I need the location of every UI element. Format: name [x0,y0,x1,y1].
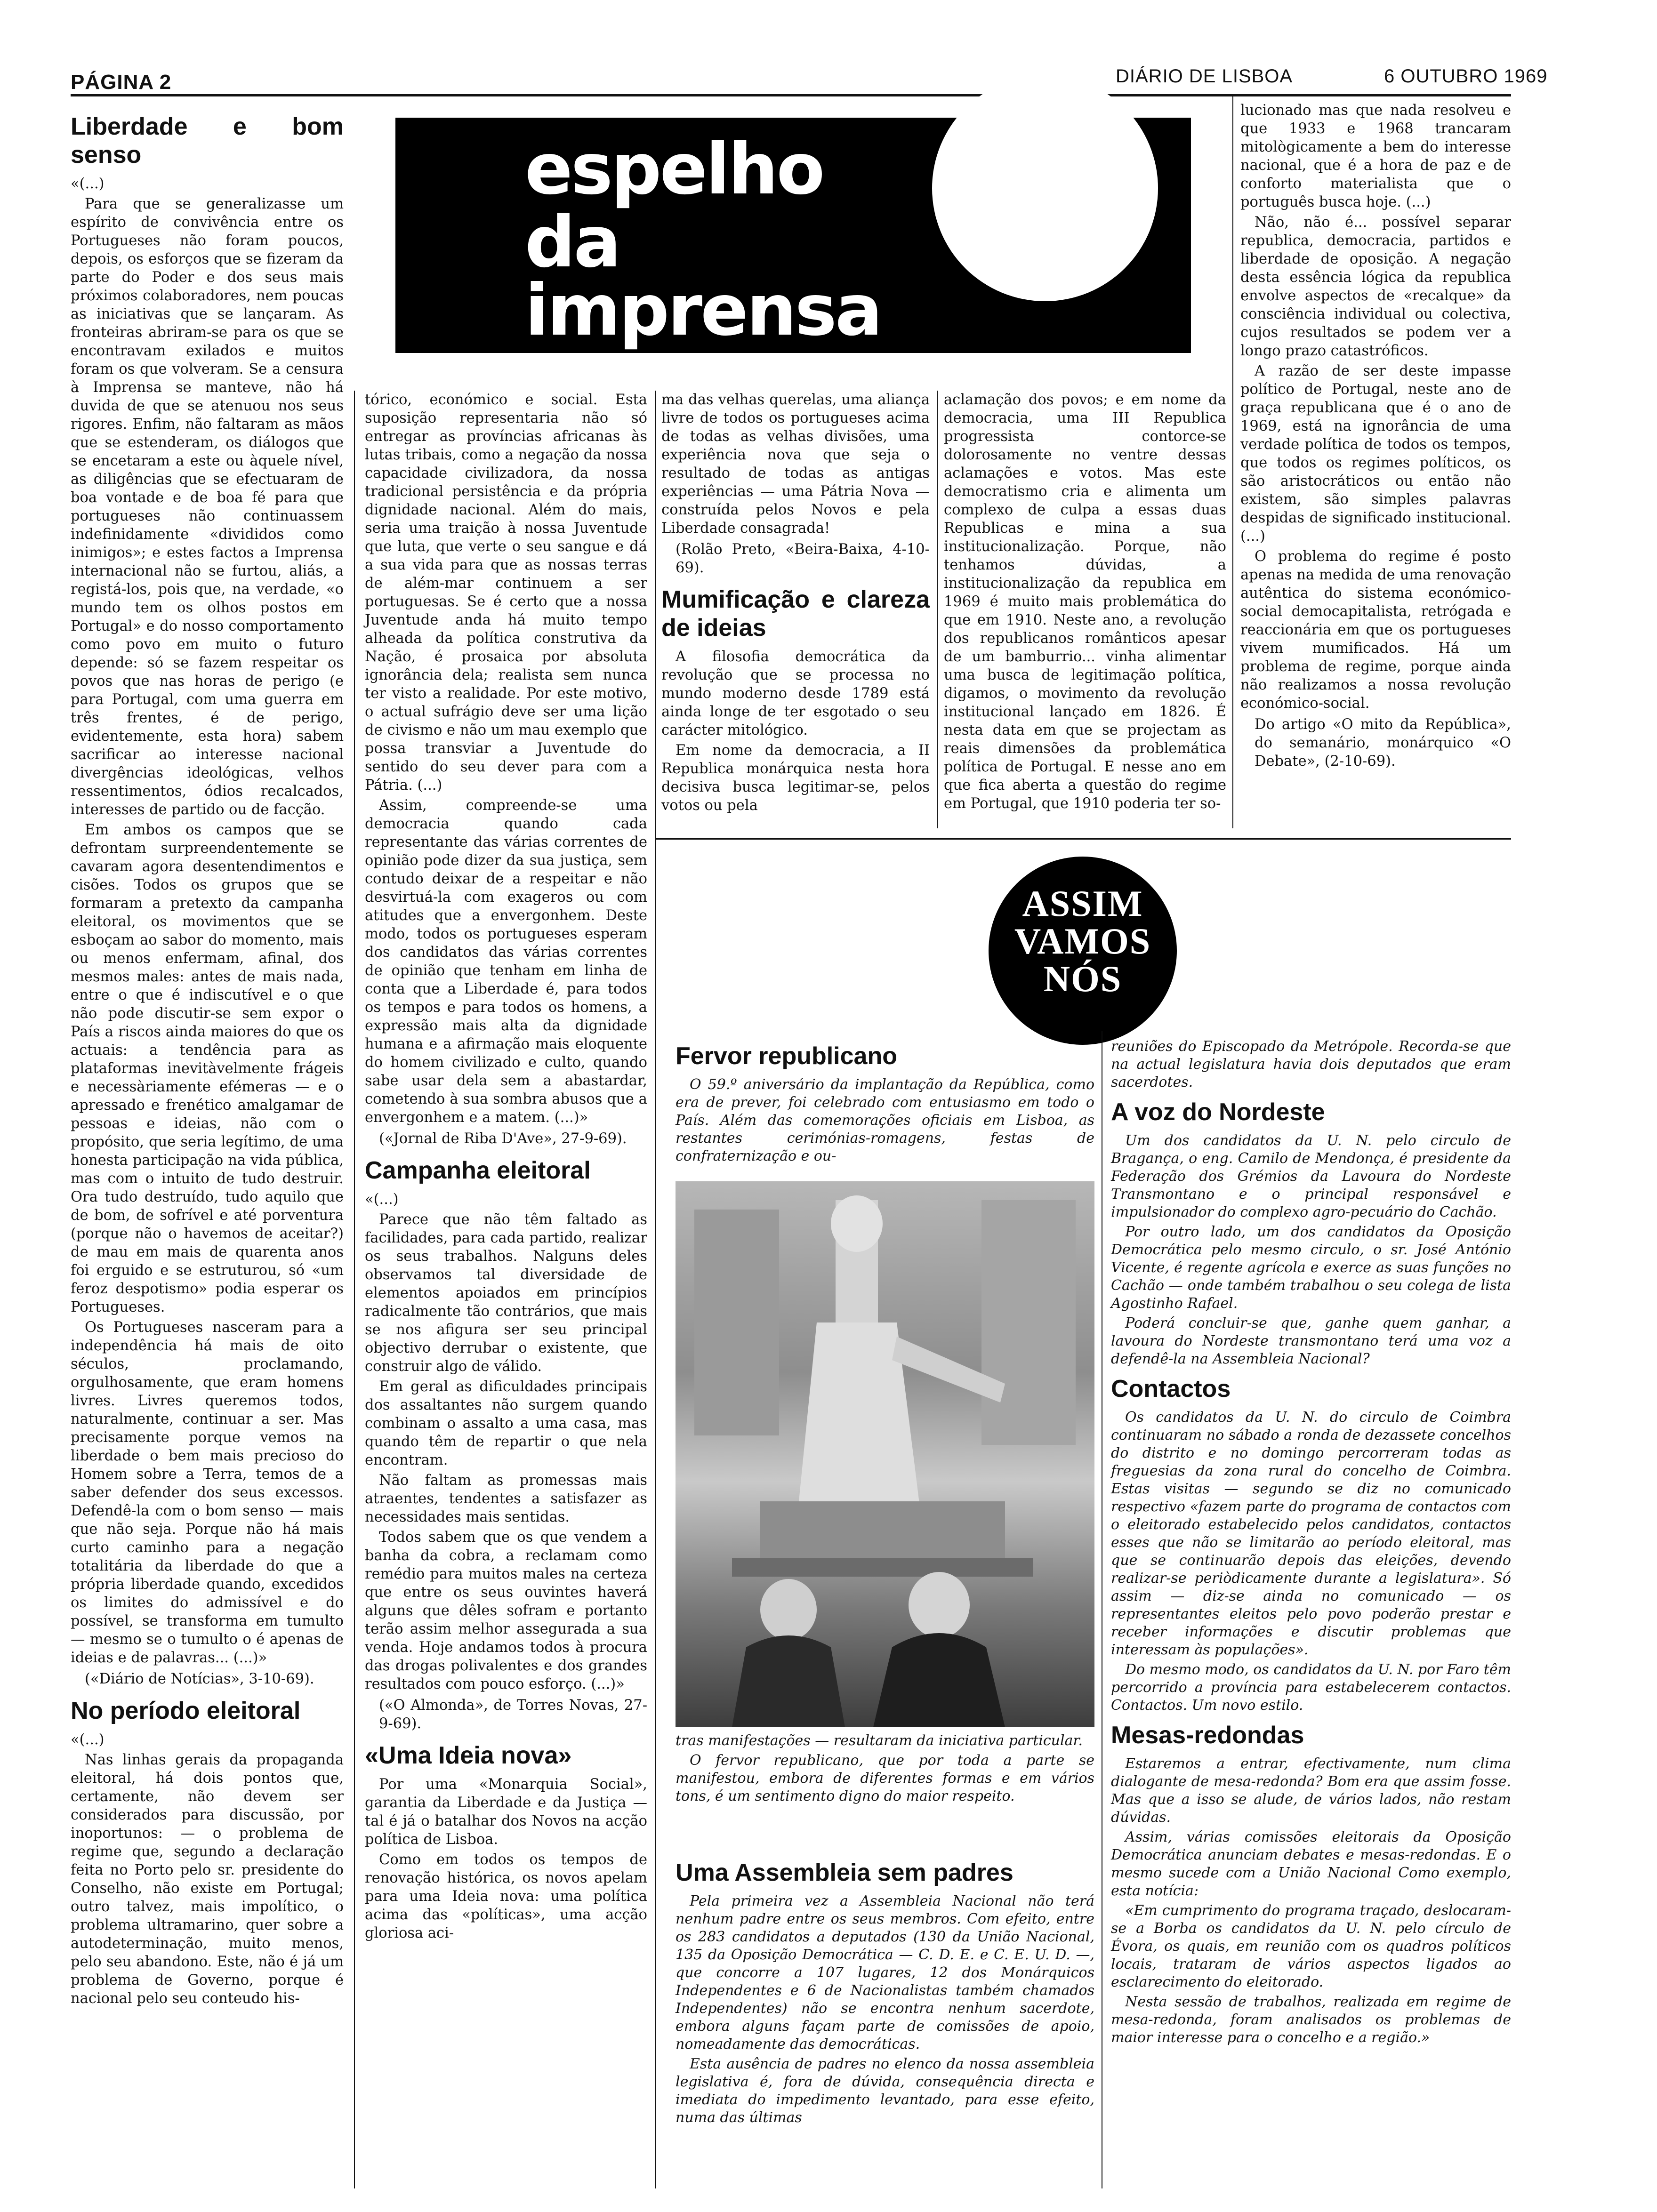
section-rule [655,838,1511,840]
open-quote: «(...) [71,176,105,192]
masthead-line3: imprensa [525,270,881,352]
article-paragraph: Todos sabem que os que vendem a banha da cobra, a reclamam como remédio para muitos males na certeza que entre os seus ouvintes haverá alguns que dêles sofram e portanto terão assim melhor assegurada a sua venda. Hoje andamos todos à procura das drogas polivalentes e dos grandes resultados com pouco esforço. (...)» [365,1529,647,1692]
source-credit: («Jornal de Riba D'Ave», 27-9-69). [379,1130,627,1147]
article-paragraph: Esta ausência de padres no elenco da nossa assembleia legislativa é, fora de dúvida, consequência directa e imediata do impedimento levantado, para esse efeito, numa das últimas [676,2056,1094,2126]
article-paragraph: Por uma «Monarquia Social», garantia da Liberdade e da Justiça — tal é já o batalhar dos Novos na acção política de Lisboa. [365,1776,647,1848]
badge-line3: NÓS [1043,958,1122,999]
article-paragraph: ma das velhas querelas, uma aliança livre de todos os portugueses acima de todas as velhas divisões, uma experiência nova que seja o resultado de todas as antigas experiências — uma Pátria Nova — construída pelos Novos e pela Liberdade consagrada! [661,392,930,537]
headline-campanha-eleitoral: Campanha eleitoral [365,1157,591,1184]
column-divider [655,391,656,2188]
article-paragraph: Pela primeira vez a Assembleia Nacional não terá nenhum padre entre os seus membros. Com efeito, entre os 283 candidatos a deputados (130 da União Nacional, 135 da Oposição Democrática — C. D. E. e C. E. U. D. —, que concorre a 107 lugares, 12 dos Monárquicos Independentes e 6 de Nacionalistas também chamados Independentes) não se encontra nenhum sacerdote, embora alguns façam parte de comissões de apoio, nomeadamente das democráticas. [676,1893,1094,2052]
article-paragraph: Para que se generalizasse um espírito de convivência entre os Portugueses não foram poucos, depois, os esforços que se fizeram da parte do Poder e dos seus mais próximos colaboradores, nem poucas as iniciativas que se lançaram. As fronteiras abriram-se para os que se encontravam exilados e muitos foram os que volveram. Se a censura à Imprensa se manteve, não há duvida de que se atenuou nos seus rigores. Enfim, não faltaram as mãos que se estenderam, os diálogos que se encetaram a este ou àquele nível, as diligências que se efectuaram de boa vontade e de boa fé para que portugueses não continuassem indefinidamente «divididos como inimigos»; e estes factos a Imprensa internacional não se furtou, aliás, a registá-los, pois que, na verdade, «o mundo tem os olhos postos em Portugal» e do nosso comportamento como povo em muito o futuro depende: só se fazem respeitar os povos que nas horas de perigo (e para Portugal, com uma guerra em três frentes, é de perigo, evidentemente, esta hora) sabem sacrificar ao interesse nacional divergências ideológicas, velhos ressentimentos, ódios recalcados, interesses de partido ou de facção. [71,196,344,818]
article-paragraph: Por outro lado, um dos candidatos da Oposição Democrática pelo mesmo circulo, o sr. José António Vicente, é regente agrícola e exerce as suas funções no Cachão — onde também trabalhou o seu colega de lista Agostinho Rafael. [1111,1224,1511,1312]
column-1 [71,106,344,2010]
column-divider [1232,94,1233,828]
source-credit: («Diário de Notícias», 3-10-69). [85,1671,314,1687]
headline-voz-nordeste: A voz do Nordeste [1111,1098,1325,1126]
headline-mumificacao: Mumificação e clareza de ideias [661,586,930,641]
headline-liberdade: Liberdade e bom senso [71,113,344,168]
article-paragraph: Como em todos os tempos de renovação histórica, os novos apelam para uma Ideia nova: uma política acima das «políticas», uma acção gloriosa aci- [365,1851,647,1941]
column-2 [365,391,647,1944]
right-column [1111,1038,1511,2049]
headline-mesas-redondas: Mesas-redondas [1111,1722,1304,1749]
caption-paragraph: O fervor republicano, que por toda a parte se manifestou, embora de diferentes formas e em vários tons, é um sentimento digno do maior respeito. [676,1752,1094,1804]
article-paragraph: O 59.º aniversário da implantação da República, como era de prever, foi celebrado com entusiasmo em todo o País. Além das comemorações oficiais em Lisboa, as restantes cerimónias-romagens, festas de confraternização e ou- [676,1076,1094,1164]
headline-periodo-eleitoral: No período eleitoral [71,1697,301,1724]
badge-line1: ASSIM [1022,883,1143,924]
assim-vamos-nos-badge [989,857,1177,1045]
article-paragraph: Estaremos a entrar, efectivamente, num clima dialogante de mesa-redonda? Bom era que assim fosse. Mas que a isso se alude, de vários lados, não restam dúvidas. [1111,1755,1511,1826]
source-credit: Do artigo «O mito da República», do semanário, monárquico «O Debate», (2-10-69). [1255,716,1511,769]
column-4 [944,391,1226,815]
issue-date: 6 OUTUBRO 1969 [1384,66,1548,87]
article-paragraph: «Em cumprimento do programa traçado, deslocaram-se a Borba os candidatos da U. N. pelo círculo de Évora, os quais, em reunião com os quadros políticos locais, trataram de vários aspectos ligados ao esclarecimento do eleitorado. [1111,1902,1511,1990]
article-paragraph: Os Portugueses nasceram para a independência há mais de oito séculos, proclamando, orgulhosamente, que eram homens livres. Livres queremos todos, naturalmente, continuar a ser. Mas precisamente porque vemos na liberdade o bem mais precioso do Homem sobre a Terra, temos de a saber defender dos seus excessos. Defendê-la com o bom senso — mais que não seja. Porque não há mais curto caminho para a negação totalitária da liberdade do que a própria liberdade quando, excedidos os limites do admissível e do possível, se transforma em tumulto — mesmo se o tumulto o é apenas de ideias e de palavras... (...)» [71,1319,344,1666]
article-paragraph: Os candidatos da U. N. do circulo de Coimbra continuaram no sábado a ronda de dezassete concelhos do distrito e no domingo percorreram todas as freguesias da zona rural do concelho de Coimbra. Estas visitas — segundo se diz no comunicado respectivo «fazem parte do programa de contactos com o eleitorado estabelecido pelos candidatos, contactos esses que não se limitarão ao período eleitoral, mas que se continuarão depois das eleições, devendo realizar-se periòdicamente durante a legislatura». Só assim — diz-se ainda no comunicado — os representantes eleitos pelo povo poderão prestar e receber informações e discutir problemas que interessam às populações». [1111,1409,1511,1658]
article-paragraph: tórico, económico e social. Esta suposição representaria não só entregar as províncias africanas às lutas tribais, como a negação da nossa capacidade civilizadora, da nossa tradicional persistência e da própria dignidade nacional. Além do mais, seria uma traição à nossa Juventude que luta, que verte o seu sangue e dá a sua vida para que as nossas terras de além-mar continuem a ser portuguesas. Se é certo que a nossa Juventude anda há muito tempo alheada da política construtiva da Nação, é prosaica por absoluta ignorância dela; realista sem nunca ter visto a realidade. Por este motivo, o actual sufrágio deve ser uma lição de civismo e não um mau exemplo que possa transviar a Juventude do sentido do seu dever para com a Pátria. (...) [365,392,647,793]
column-divider [937,391,938,828]
article-paragraph: A filosofia democrática da revolução que se processa no mundo moderno desde 1789 está ainda longe de ter esgotado o seu carácter mitológico. [661,649,930,738]
column-divider [354,391,355,2188]
statue-photo [676,1181,1094,1727]
newspaper-name: DIÁRIO DE LISBOA [1116,66,1293,87]
headline-contactos: Contactos [1111,1375,1231,1403]
badge-line2: VAMOS [1014,921,1151,962]
caption-paragraph: tras manifestações — resultaram da iniciativa particular. [676,1732,1083,1749]
article-paragraph: Em ambos os campos que se defrontam surpreendentemente se cavaram agora desentendimentos e cisões. Todos os grupos que se formaram a pretexto da campanha eleitoral, os movimentos que se esboçam ao sabor do momento, mais ou menos enfermam, afinal, dos mesmos males: antes de mais nada, entre o que é indiscutível e o que não pode discutir-se sem expor o País a riscos ainda maiores do que os actuais: a tendência para as plataformas inevitàvelmente frágeis e necessàriamente efémeras — e o apressado e frenético amalgamar de pessoas e ideias, não com o propósito, que seria legítimo, de uma honesta participação na vida pública, mas com o intuito de tudo destruir. Ora tudo destruído, tudo aquilo que de bom, de sofrível e até porventura (porque não o havemos de aceitar?) de mau em mais de quarenta anos foi erguido e se estruturou, só «um feroz despotismo» podia esperar os Portugueses. [71,822,344,1315]
fervor-caption [676,1732,1094,1807]
source-credit: (Rolão Preto, «Beira-Baixa, 4-10-69). [676,541,930,576]
article-paragraph: Em nome da democracia, a II Republica monárquica nesta hora decisiva busca legitimar-se, pelos votos ou pela [661,742,930,814]
open-quote: «(...) [71,1731,105,1748]
header-rule [71,94,1511,96]
page-number: PÁGINA 2 [71,71,172,94]
article-paragraph: Assim, várias comissões eleitorais da Oposição Democrática anunciam debates e mesas-redondas. E o mesmo sucede com a União Nacional Como exemplo, esta notícia: [1111,1829,1511,1899]
source-credit: («O Almonda», de Torres Novas, 27-9-69). [379,1697,647,1732]
espelho-masthead [395,118,1191,353]
column-3 [661,391,930,817]
article-paragraph: reuniões do Episcopado da Metrópole. Recorda-se que na actual legislatura havia dois deputados que eram sacerdotes. [1111,1038,1511,1090]
column-5 [1240,101,1511,779]
masthead-line2: da [525,201,619,283]
open-quote: «(...) [365,1191,399,1208]
statue-illustration [676,1181,1094,1727]
article-paragraph: Parece que não têm faltado as facilidades, para cada partido, realizar os seus trabalhos. Nalguns deles observamos tal diversidade de elementos apoiados em princípios radicalmente tão contrários, que mais se nos afigura ser seu principal objectivo derrubar o existente, que construir algo de válido. [365,1211,647,1375]
article-paragraph: A razão de ser deste impasse político de Portugal, neste ano de graça republicana que é o ano de 1969, está na ignorância de uma verdade política de todos os tempos, que todos os regimes políticos, os são aristocráticos ou então não existem, são simples palavras despidas de significado institucional. (...) [1240,363,1511,545]
article-paragraph: Nas linhas gerais da propaganda eleitoral, há dois pontos que, certamente, não devem ser considerados para discussão, por inoportunos: — o problema de regime que, segundo a declaração feita no Porto pelo sr. presidente do Conselho, não existe em Portugal; outro talvez, mais impolítico, o problema ultramarino, quer sobre a autodeterminação, muito menos, pelo seu abandono. Este, não é já um problema de Governo, porque é nacional pelo seu conteudo his- [71,1752,344,2007]
masthead-circle-shape [932,75,1158,301]
article-paragraph: Não, não é... possível separar republica, democracia, partidos e liberdade de oposição. A negação desta essência lógica da republica envolve aspectos de «recalque» da consciência individual ou colectiva, cujos resultados se podem ver a longo prazo catastróficos. [1240,214,1511,359]
article-paragraph: aclamação dos povos; e em nome da democracia, uma III Republica progressista contorce-se dolorosamente no ventre dessas aclamações e votos. Mas este democratismo cria e alimenta um complexo de culpa a essas duas Republicas e mina a sua institucionalização. Porque, não tenhamos dúvidas, a institucionalização da republica em 1969 é muito mais problemática do que em 1910. Neste ano, a revolução dos republicanos românticos apesar de um bamburrio... vinha alimentar uma busca de legitimação política, digamos, o movimento da revolução institucional lançado em 1826. É nesta data em que se projectam as reais dimensões da problemática política de Portugal. E nesse ano em que fica aberta a questão do regime em Portugal, que 1910 poderia ter so- [944,392,1226,812]
article-paragraph: Um dos candidatos da U. N. pelo circulo de Bragança, o eng. Camilo de Mendonça, é presidente da Federação dos Grémios da Lavoura do Nordeste Transmontano e o principal responsável e impulsionador do complexo agro-pecuário do Cachão. [1111,1132,1511,1220]
fervor-block [676,1035,1094,1167]
article-paragraph: Não faltam as promessas mais atraentes, tendentes a satisfazer as necessidades mais sentidas. [365,1472,647,1525]
article-paragraph: lucionado mas que nada resolveu e que 1933 e 1968 trancaram mitològicamente a bem do interesse nacional, que é a hora de paz e de conforto materialista que o português busca hoje. (...) [1240,102,1511,210]
article-paragraph: O problema do regime é posto apenas na medida de uma renovação autêntica do sistema económico-social democapitalista, retrógada e reaccionária em que os portugueses vivem mumificados. Há um problema de regime, porque ainda não realizamos a nossa revolução económico-social. [1240,548,1511,712]
article-paragraph: Poderá concluir-se que, ganhe quem ganhar, a lavoura do Nordeste transmontano terá uma voz a defendê-la na Assembleia Nacional? [1111,1315,1511,1367]
article-paragraph: Do mesmo modo, os candidatos da U. N. por Faro têm percorrido a província para estabelecerem contactos. Contactos. Um novo estilo. [1111,1661,1511,1714]
headline-fervor-republicano: Fervor republicano [676,1042,897,1070]
article-paragraph: Assim, compreende-se uma democracia quando cada representante das várias correntes de opinião pode dizer da sua justiça, sem contudo deixar de a respeitar e não desvirtuá-la com exageros ou com atitudes que a envergonhem. Deste modo, todos os portugueses esperam dos candidatos das várias correntes de opinião que tenham em linha de conta que a Liberdade é, para todos os tempos e para todos os homens, a expressão mais alta da dignidade humana e a afirmação mais eloquente do homem civilizado e culto, quando sabe usar dela sem a abastardar, cometendo à sua sombra abusos que a envergonhem e a matem. (...)» [365,797,647,1126]
headline-ideia-nova: «Uma Ideia nova» [365,1742,572,1769]
headline-assembleia: Uma Assembleia sem padres [676,1859,1014,1886]
article-paragraph: Nesta sessão de trabalhos, realizada em regime de mesa-redonda, foram analisados os problemas de maior interesse para o concelho e a região.» [1111,1994,1511,2046]
assembleia-block [676,1852,1094,2129]
masthead-line1: espelho [525,128,823,210]
article-paragraph: Em geral as dificuldades principais dos assaltantes não surgem quando combinam o assalto a uma casa, mas quando têm de repartir o que nela encontram. [365,1378,647,1468]
